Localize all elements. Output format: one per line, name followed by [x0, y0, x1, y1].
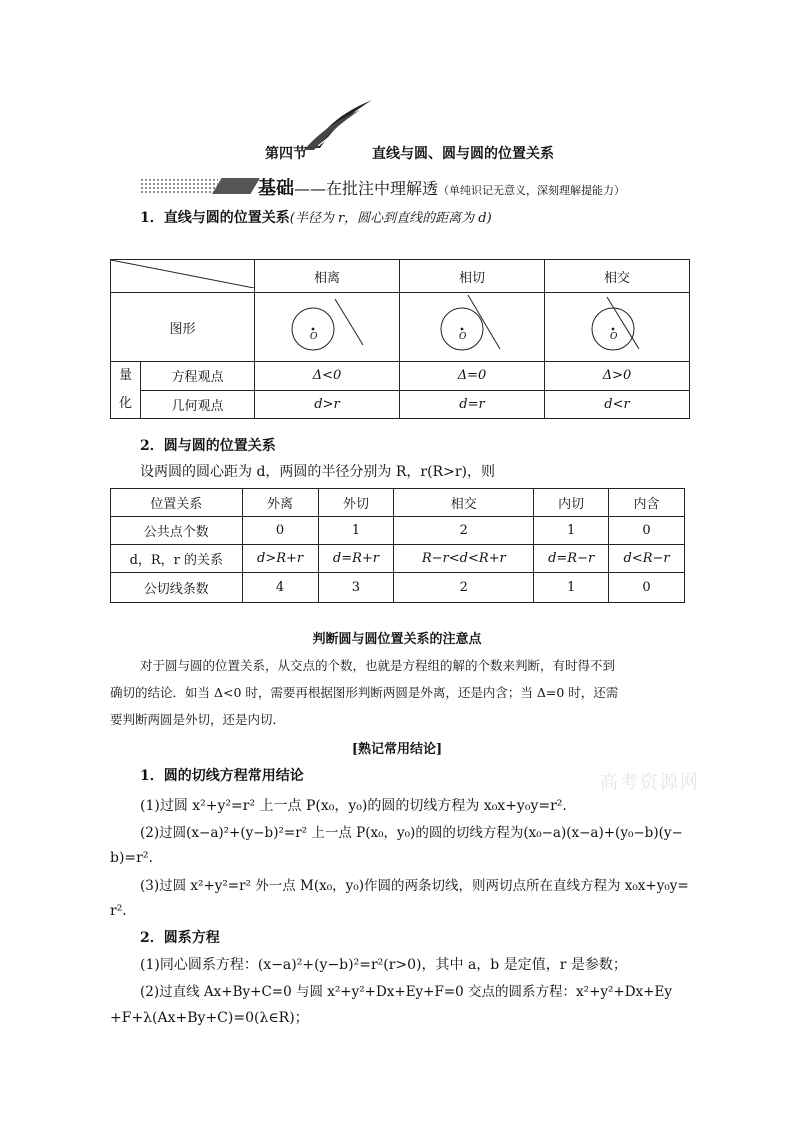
cell: Δ>0 — [545, 362, 690, 391]
note-title: 判断圆与圆位置关系的注意点 — [312, 632, 482, 647]
watermark: 高考资源网 — [600, 772, 700, 793]
banner — [258, 174, 625, 200]
figure-label: 图形 — [111, 293, 255, 362]
t2-cell: 1 — [318, 517, 394, 545]
banner-dash: —— — [294, 179, 326, 198]
section2-intro: 设两圆的圆心距为 d，两圆的半径分别为 R，r(R>r)，则 — [140, 464, 495, 480]
t2-cell: d>R+r — [242, 545, 318, 573]
figure-separate-svg — [255, 293, 399, 357]
cell: d<r — [545, 390, 690, 419]
row-label-equation: 方程观点 — [141, 362, 255, 391]
circle-circle-table — [110, 488, 685, 603]
conclusion-item: (2)过直线 Ax+By+C=0 与圆 x²+y²+Dx+Ey+F=0 交点的圆系方程：x²+y²+Dx+Ey — [140, 984, 672, 1000]
t2-header: 外离 — [242, 489, 318, 517]
diagonal-line — [111, 260, 254, 288]
t2-cell: d=R+r — [318, 545, 394, 573]
conclusions-s2-title: 2．圆系方程 — [140, 930, 220, 946]
banner-sub: 在批注中理解透 — [326, 179, 439, 198]
t2-header: 内切 — [534, 489, 609, 517]
header-separate: 相离 — [255, 260, 400, 293]
figure-intersect-svg — [545, 293, 689, 357]
conclusion-item: (2)过圆(x−a)²+(y−b)²=r² 上一点 P(x₀，y₀)的圆的切线方程为(x₀−a)(x−a)+(y₀−b)(y− — [140, 825, 683, 841]
t2-header: 外切 — [318, 489, 394, 517]
section1-heading — [140, 208, 492, 229]
conclusions-title: [熟记常用结论] — [351, 742, 443, 757]
header-intersect: 相交 — [545, 260, 690, 293]
cell: Δ<0 — [255, 362, 400, 391]
conclusion-item: r². — [110, 903, 127, 919]
section1-note: (半径为 r，圆心到直线的距离为 d) — [289, 211, 492, 226]
figure-tangent — [400, 293, 545, 362]
figure-tangent-svg — [400, 293, 544, 357]
t2-row-label: 公切线条数 — [111, 573, 243, 603]
diagonal-header-cell — [111, 260, 255, 293]
t2-row-label: 公共点个数 — [111, 517, 243, 545]
t2-cell: d=R−r — [534, 545, 609, 573]
t2-cell: 1 — [534, 517, 609, 545]
section2-title: 2．圆与圆的位置关系 — [140, 438, 276, 454]
note-line: 确切的结论．如当 Δ<0 时，需要再根据图形判断两圆是外离，还是内含；当 Δ=0 时，还需 — [110, 685, 619, 700]
cell: d>r — [255, 390, 400, 419]
conclusion-item: (1)过圆 x²+y²=r² 上一点 P(x₀，y₀)的圆的切线方程为 x₀x+y₀y=r². — [140, 798, 567, 814]
page-title: 直线与圆、圆与圆的位置关系 — [372, 146, 554, 162]
quantify-char-1: 量 — [118, 368, 132, 383]
center-label: O — [459, 332, 467, 342]
note-line: 要判断两圆是外切，还是内切． — [110, 712, 286, 727]
cell: d=r — [400, 390, 545, 419]
banner-note: （单纯识记无意义，深刻理解提能力） — [438, 184, 626, 197]
swoosh-logo-icon — [300, 96, 380, 152]
t2-row-label: d，R，r 的关系 — [111, 545, 243, 573]
center-label: O — [310, 332, 318, 342]
cell: Δ=0 — [400, 362, 545, 391]
t2-header: 位置关系 — [111, 489, 243, 517]
figure-intersect — [545, 293, 690, 362]
quantify-label — [111, 362, 141, 419]
header-tangent: 相切 — [400, 260, 545, 293]
row-label-geometry: 几何观点 — [141, 390, 255, 419]
t2-cell: 1 — [534, 573, 609, 603]
t2-cell: 0 — [242, 517, 318, 545]
conclusion-item: (3)过圆 x²+y²=r² 外一点 M(x₀，y₀)作圆的两条切线，则两切点所在直线方程为 x₀x+y₀y= — [140, 878, 689, 894]
t2-cell: 0 — [609, 573, 685, 603]
t2-cell: 2 — [394, 517, 534, 545]
t2-cell: 0 — [609, 517, 685, 545]
banner-bar — [212, 178, 260, 194]
t2-header: 相交 — [394, 489, 534, 517]
figure-separate — [255, 293, 400, 362]
t2-cell: 4 — [242, 573, 318, 603]
banner-main: 基础 — [258, 178, 294, 199]
section1-title: 1．直线与圆的位置关系 — [140, 210, 290, 226]
note-line: 对于圆与圆的位置关系，从交点的个数，也就是方程组的解的个数来判断，有时得不到 — [140, 658, 616, 673]
center-label: O — [610, 332, 618, 342]
section-number: 第四节 — [265, 146, 307, 162]
conclusion-item: +F+λ(Ax+By+C)=0(λ∈R)； — [110, 1010, 309, 1026]
quantify-char-2: 化 — [118, 396, 132, 411]
t2-cell: R−r<d<R+r — [394, 545, 534, 573]
t2-cell: d<R−r — [609, 545, 685, 573]
t2-cell: 2 — [394, 573, 534, 603]
conclusion-item: b)=r². — [110, 850, 153, 866]
line-circle-table — [110, 259, 690, 419]
t2-cell: 3 — [318, 573, 394, 603]
conclusion-item: (1)同心圆系方程：(x−a)²+(y−b)²=r²(r>0)，其中 a，b 是定值，r 是参数； — [140, 957, 627, 973]
banner-dots — [140, 178, 218, 194]
conclusions-s1-title: 1．圆的切线方程常用结论 — [140, 768, 304, 784]
t2-header: 内含 — [609, 489, 685, 517]
